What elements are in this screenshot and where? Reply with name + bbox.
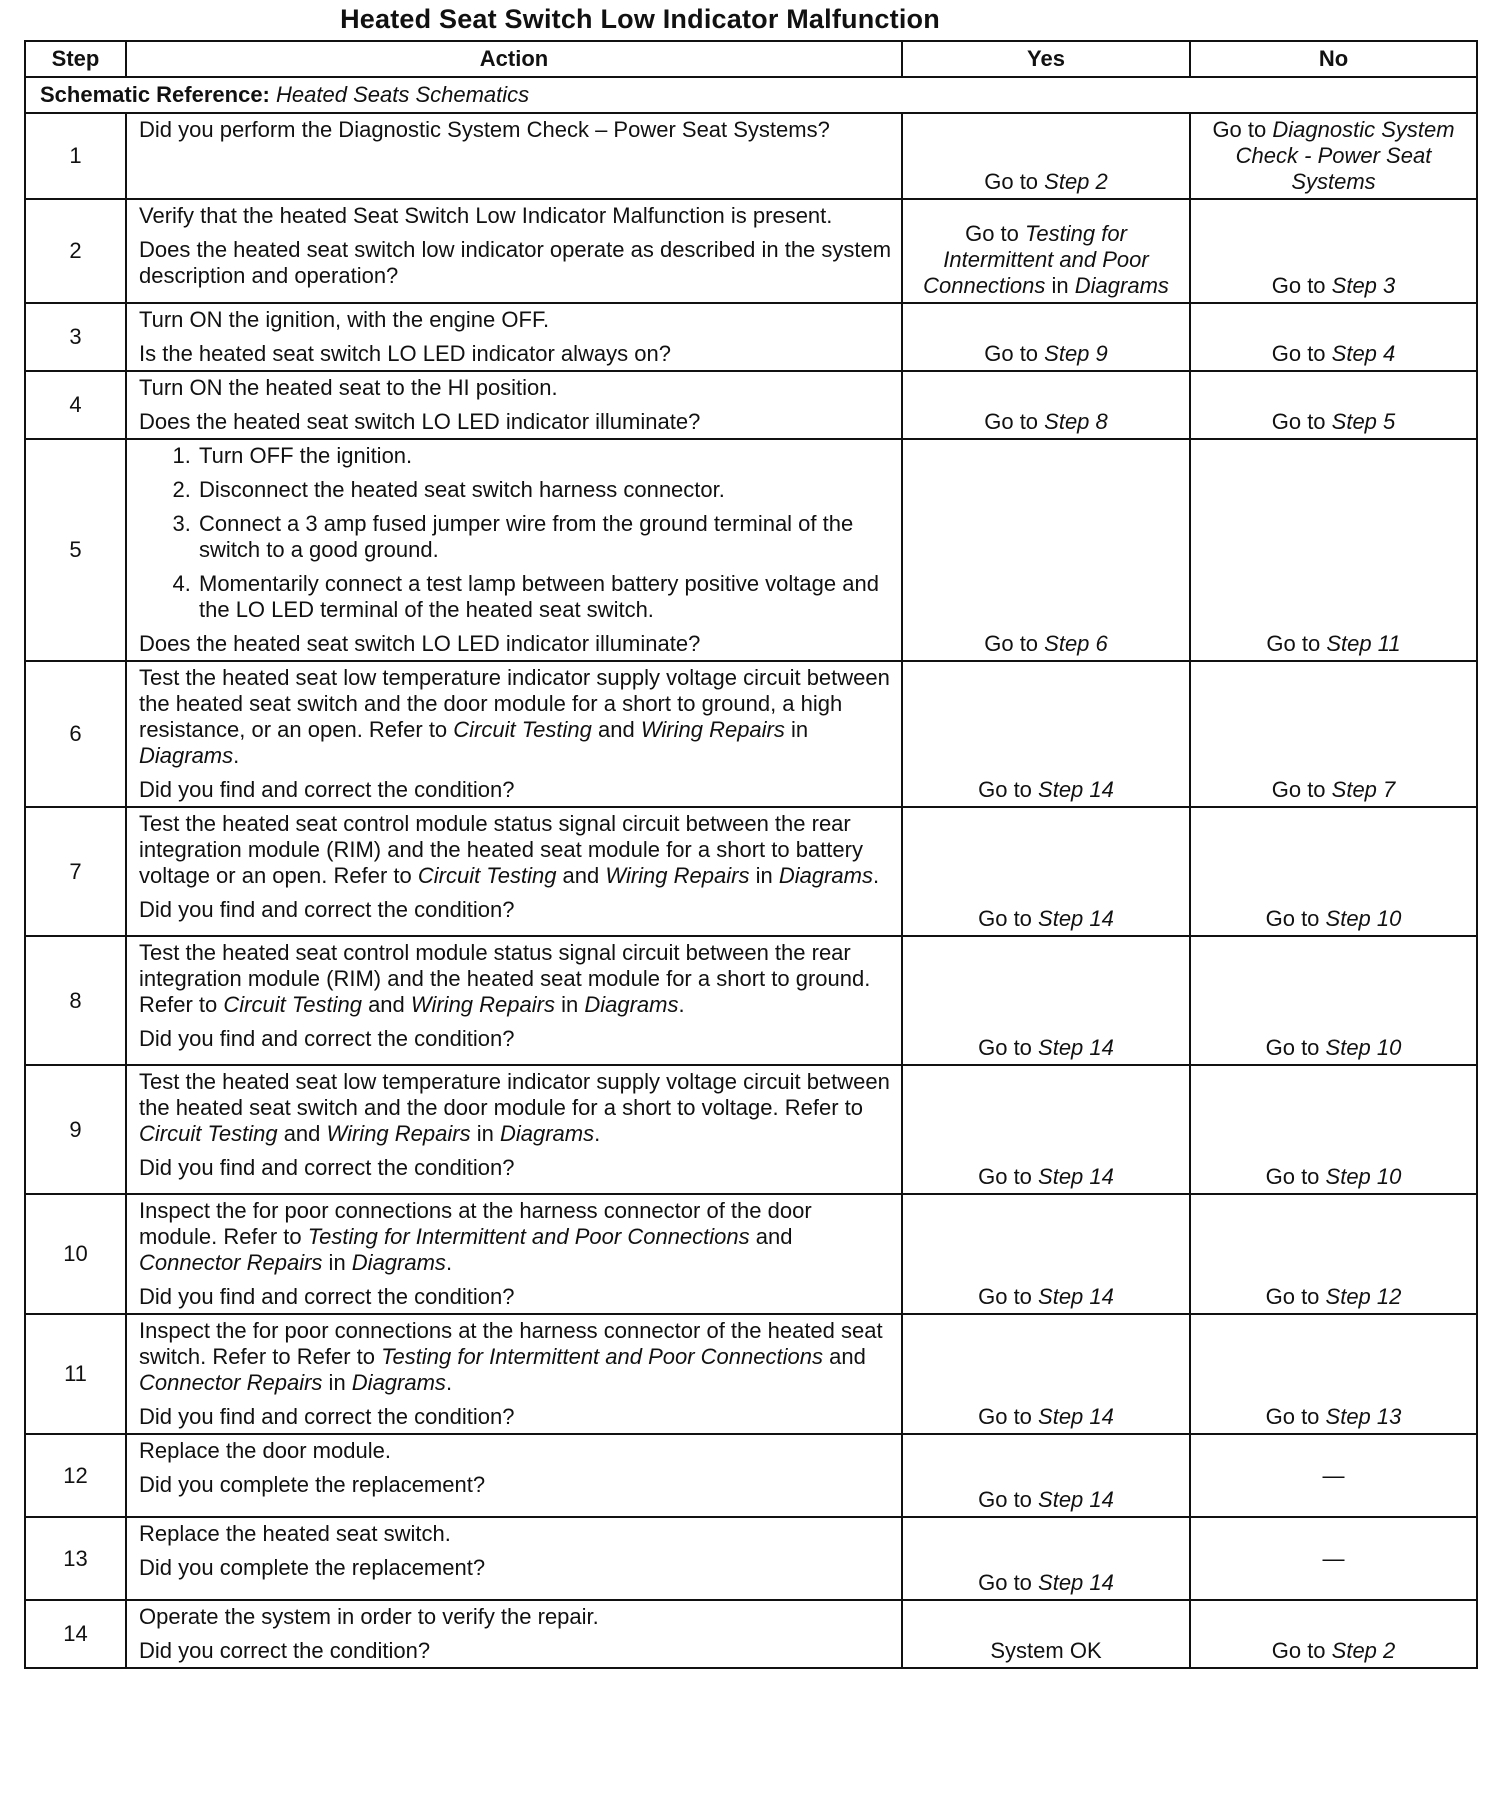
no-goto-link[interactable]: Step 2 [1331, 1638, 1396, 1663]
reference-link[interactable]: Testing for Intermittent and Poor Connections [381, 1344, 823, 1369]
no-goto-link[interactable]: Step 11 [1326, 631, 1401, 656]
page-title: Heated Seat Switch Low Indicator Malfunction [340, 4, 940, 34]
conjunction-text: and [556, 863, 606, 888]
step-number: 13 [25, 1517, 126, 1600]
yes-cell [902, 371, 1190, 439]
yes-goto-link[interactable]: Step 14 [1038, 906, 1114, 931]
action-text: Is the heated seat switch LO LED indicator always on? [139, 341, 671, 366]
schematic-label: Schematic Reference: [40, 82, 270, 107]
yes-goto-link[interactable]: Step 14 [1038, 1487, 1114, 1512]
action-instruction [139, 1069, 893, 1147]
reference-link[interactable]: Wiring Repairs [605, 863, 750, 888]
yes-goto-link[interactable]: Step 14 [1038, 1570, 1114, 1595]
action-cell [126, 199, 902, 303]
step-number: 4 [25, 371, 126, 439]
no-cell [1190, 199, 1477, 303]
action-cell [126, 113, 902, 199]
yes-goto-link[interactable]: Step 9 [1044, 341, 1108, 366]
schematic-reference [25, 77, 1477, 113]
yes-cell [902, 303, 1190, 371]
step-number: 8 [25, 936, 126, 1065]
table-row [25, 807, 1477, 936]
table-row [25, 371, 1477, 439]
procedure-step: 2. Disconnect the heated seat switch harness connector. [197, 477, 893, 503]
yes-goto-link[interactable]: Step 14 [1038, 1164, 1114, 1189]
goto-text: Go to [978, 1487, 1039, 1512]
yes-goto-link[interactable]: Step 2 [1044, 169, 1108, 194]
goto-text: Go to [1271, 341, 1332, 366]
no-goto-link[interactable]: Step 10 [1325, 1035, 1402, 1060]
conjunction-text: in [470, 1121, 500, 1146]
conjunction-text: and [749, 1224, 793, 1249]
table-row [25, 661, 1477, 807]
no-cell [1190, 661, 1477, 807]
instruction-text: Test the heated seat control module status signal circuit between the rear integration module (RIM) and the heated seat module for a short to ground. Refer to [139, 940, 871, 1017]
no-cell [1190, 1314, 1477, 1434]
reference-link[interactable]: Circuit Testing [139, 1121, 278, 1146]
no-goto-link[interactable]: Step 13 [1325, 1404, 1402, 1429]
no-goto-link[interactable]: Step 7 [1331, 777, 1396, 802]
conjunction-text: in [784, 717, 809, 742]
header-step: Step [25, 41, 126, 77]
action-text: Turn ON the ignition, with the engine OFF. [139, 307, 550, 332]
step-number: 7 [25, 807, 126, 936]
goto-text: Go to [965, 221, 1025, 246]
goto-text: Go to [1271, 777, 1332, 802]
step-number: 3 [25, 303, 126, 371]
no-goto-link[interactable]: Step 3 [1331, 273, 1396, 298]
action-text: Did you find and correct the condition? [139, 1404, 515, 1429]
goto-text: Go to [984, 409, 1045, 434]
goto-text: Go to [978, 777, 1039, 802]
table-row [25, 199, 1477, 303]
instruction-text: Test the heated seat low temperature indicator supply voltage circuit between the heated seat switch and the door module for a short to voltage. Refer to [139, 1069, 890, 1120]
table-row [25, 1434, 1477, 1517]
no-cell [1190, 1194, 1477, 1314]
no-cell [1190, 439, 1477, 661]
action-text: Did you complete the replacement? [139, 1555, 486, 1580]
table-row [25, 303, 1477, 371]
goto-text: Go to [1265, 1284, 1326, 1309]
reference-link[interactable]: Diagrams [584, 992, 679, 1017]
action-cell [126, 371, 902, 439]
goto-text: Go to [1271, 409, 1332, 434]
step-number: 14 [25, 1600, 126, 1668]
no-goto-link[interactable]: Step 10 [1325, 906, 1402, 931]
header-action: Action [126, 41, 902, 77]
goto-text: Go to [978, 1570, 1039, 1595]
yes-goto-link[interactable]: Step 14 [1038, 1284, 1114, 1309]
action-cell [126, 661, 902, 807]
action-cell [126, 1194, 902, 1314]
reference-link[interactable]: Circuit Testing [223, 992, 362, 1017]
step-number: 6 [25, 661, 126, 807]
reference-link[interactable]: Circuit Testing [453, 717, 592, 742]
no-cell [1190, 1434, 1477, 1517]
table-row [25, 1065, 1477, 1194]
action-cell [126, 807, 902, 936]
action-instruction [139, 665, 893, 769]
no-goto-link[interactable]: Step 10 [1325, 1164, 1402, 1189]
goto-text: Go to [1271, 1638, 1332, 1663]
step-number: 5 [25, 439, 126, 661]
procedure-step: 1. Turn OFF the ignition. [197, 443, 893, 469]
sentence-end: . [445, 1250, 453, 1275]
goto-text: Go to [978, 1035, 1039, 1060]
yes-goto-link[interactable]: Step 14 [1038, 1404, 1114, 1429]
header-row [25, 41, 1477, 77]
no-cell [1190, 1065, 1477, 1194]
action-text: Does the heated seat switch low indicator operate as described in the system description and operation? [139, 237, 892, 288]
no-cell [1190, 1517, 1477, 1600]
table-row [25, 113, 1477, 199]
yes-cell [902, 1314, 1190, 1434]
reference-link[interactable]: Circuit Testing [417, 863, 557, 888]
reference-link[interactable]: Wiring Repairs [326, 1121, 471, 1146]
no-cell [1190, 371, 1477, 439]
yes-cell [902, 1600, 1190, 1668]
action-instruction [139, 1318, 893, 1396]
no-goto-link[interactable]: Step 4 [1331, 341, 1396, 366]
action-text: Does the heated seat switch LO LED indicator illuminate? [139, 631, 701, 656]
step-number: 12 [25, 1434, 126, 1517]
action-text: Did you find and correct the condition? [139, 1155, 515, 1180]
yes-goto-link[interactable]: Step 14 [1038, 777, 1114, 802]
reference-link[interactable]: Wiring Repairs [410, 992, 555, 1017]
no-result: — [1322, 1462, 1345, 1488]
conjunction-text: and [277, 1121, 327, 1146]
instruction-text: Test the heated seat low temperature indicator supply voltage circuit between the heated seat switch and the door module for a short to ground, a high resistance, or an open. Refer to [139, 665, 890, 742]
yes-cell [902, 807, 1190, 936]
no-goto-link[interactable]: Step 5 [1331, 409, 1396, 434]
reference-link[interactable]: Connector Repairs [139, 1370, 323, 1395]
conjunction-text: and [361, 992, 411, 1017]
reference-link[interactable]: Diagrams [351, 1370, 446, 1395]
instruction-text: Inspect the for poor connections at the harness connector of the door module. Refer to [139, 1198, 812, 1249]
conjunction-text: in [554, 992, 585, 1017]
goto-text: Go to [984, 169, 1045, 194]
reference-link[interactable]: Diagrams [139, 743, 234, 768]
goto-text: Go to [1265, 1035, 1326, 1060]
goto-text: Go to [984, 631, 1045, 656]
instruction-text: Test the heated seat control module status signal circuit between the rear integration module (RIM) and the heated seat module for a short to battery voltage or an open. Refer to [139, 811, 863, 888]
sentence-end: . [678, 992, 685, 1017]
yes-goto-link[interactable]: Step 6 [1044, 631, 1108, 656]
action-text: Did you correct the condition? [139, 1638, 431, 1663]
diagnostic-table [24, 40, 1478, 1669]
sentence-end: . [872, 863, 880, 888]
yes-cell [902, 1194, 1190, 1314]
action-text: Did you find and correct the condition? [139, 777, 515, 802]
yes-result: System OK [990, 1638, 1102, 1663]
no-cell [1190, 936, 1477, 1065]
action-text: Verify that the heated Seat Switch Low Indicator Malfunction is present. [139, 203, 833, 228]
reference-link[interactable]: Diagrams [778, 863, 873, 888]
reference-link[interactable]: Diagrams [499, 1121, 595, 1146]
table-row [25, 936, 1477, 1065]
yes-goto-link[interactable]: Testing for Intermittent and Poor Connections [923, 221, 1149, 298]
action-text: Did you find and correct the condition? [139, 1026, 515, 1051]
no-goto-link[interactable]: Step 12 [1325, 1284, 1402, 1309]
action-text: Replace the door module. [139, 1438, 391, 1463]
goto-text: Go to [978, 906, 1039, 931]
sentence-end: . [445, 1370, 453, 1395]
schematic-link[interactable]: Heated Seats Schematics [276, 82, 530, 107]
action-cell [126, 303, 902, 371]
yes-goto-link[interactable]: Step 14 [1038, 1035, 1114, 1060]
action-cell [126, 936, 902, 1065]
no-result: — [1322, 1545, 1345, 1571]
goto-text: Go to [978, 1404, 1039, 1429]
yes-goto-link[interactable]: Step 8 [1044, 409, 1108, 434]
goto-text: Go to [978, 1284, 1039, 1309]
no-goto-link[interactable]: Diagnostic System Check - Power Seat Systems [1235, 117, 1455, 194]
step-number: 1 [25, 113, 126, 199]
goto-text: Go to [1266, 631, 1327, 656]
reference-link[interactable]: Connector Repairs [139, 1250, 323, 1275]
action-text: Turn ON the heated seat to the HI position. [139, 375, 558, 400]
action-text: Does the heated seat switch LO LED indicator illuminate? [139, 409, 701, 434]
action-cell [126, 1517, 902, 1600]
table-row [25, 1194, 1477, 1314]
table-row [25, 1314, 1477, 1434]
conjunction-text: in [749, 863, 779, 888]
sentence-end: . [233, 743, 240, 768]
goto-text: Go to [984, 341, 1045, 366]
yes-cell [902, 199, 1190, 303]
no-cell [1190, 807, 1477, 936]
action-text: Did you find and correct the condition? [139, 897, 515, 922]
conjunction-text: and [591, 717, 641, 742]
conjunction-text: and [822, 1344, 866, 1369]
yes-cell [902, 661, 1190, 807]
goto-text: Go to [1265, 906, 1326, 931]
action-instruction [139, 940, 893, 1018]
reference-link[interactable]: Testing for Intermittent and Poor Connections [307, 1224, 750, 1249]
header-no: No [1190, 41, 1477, 77]
action-text: Did you complete the replacement? [139, 1472, 486, 1497]
goto-text: Go to [1212, 117, 1273, 142]
conjunction-text: in [322, 1370, 352, 1395]
yes-cell [902, 439, 1190, 661]
procedure-list [139, 443, 893, 623]
conjunction-text: in [322, 1250, 352, 1275]
action-cell [126, 1600, 902, 1668]
action-text: Replace the heated seat switch. [139, 1521, 451, 1546]
table-row [25, 1517, 1477, 1600]
reference-link[interactable]: Diagrams [351, 1250, 446, 1275]
yes-cell [902, 936, 1190, 1065]
yes-goto-link[interactable]: Diagrams [1074, 273, 1169, 298]
step-number: 11 [25, 1314, 126, 1434]
goto-text: Go to [1271, 273, 1332, 298]
goto-text: Go to [978, 1164, 1039, 1189]
no-cell [1190, 113, 1477, 199]
schematic-row [25, 77, 1477, 113]
yes-cell [902, 1065, 1190, 1194]
goto-text: Go to [1265, 1404, 1326, 1429]
step-number: 2 [25, 199, 126, 303]
action-cell [126, 1314, 902, 1434]
action-text: Did you perform the Diagnostic System Check – Power Seat Systems? [139, 117, 830, 142]
action-text: Did you find and correct the condition? [139, 1284, 515, 1309]
action-cell [126, 439, 902, 661]
header-yes: Yes [902, 41, 1190, 77]
reference-link[interactable]: Wiring Repairs [640, 717, 785, 742]
yes-cell [902, 113, 1190, 199]
instruction-text: Inspect the for poor connections at the harness connector of the heated seat switch. Refer to Refer to [139, 1318, 883, 1369]
no-cell [1190, 303, 1477, 371]
step-number: 9 [25, 1065, 126, 1194]
conjunction-text: in [1045, 273, 1075, 298]
action-cell [126, 1065, 902, 1194]
action-cell [126, 1434, 902, 1517]
action-instruction [139, 811, 893, 889]
table-row [25, 439, 1477, 661]
action-text: Operate the system in order to verify the repair. [139, 1604, 599, 1629]
action-instruction [139, 1198, 893, 1276]
yes-cell [902, 1434, 1190, 1517]
procedure-step: 4. Momentarily connect a test lamp between battery positive voltage and the LO LED terminal of the heated seat switch. [197, 571, 893, 623]
procedure-step: 3. Connect a 3 amp fused jumper wire from the ground terminal of the switch to a good ground. [197, 511, 893, 563]
no-cell [1190, 1600, 1477, 1668]
goto-text: Go to [1265, 1164, 1326, 1189]
yes-cell [902, 1517, 1190, 1600]
table-row [25, 1600, 1477, 1668]
sentence-end: . [594, 1121, 601, 1146]
step-number: 10 [25, 1194, 126, 1314]
